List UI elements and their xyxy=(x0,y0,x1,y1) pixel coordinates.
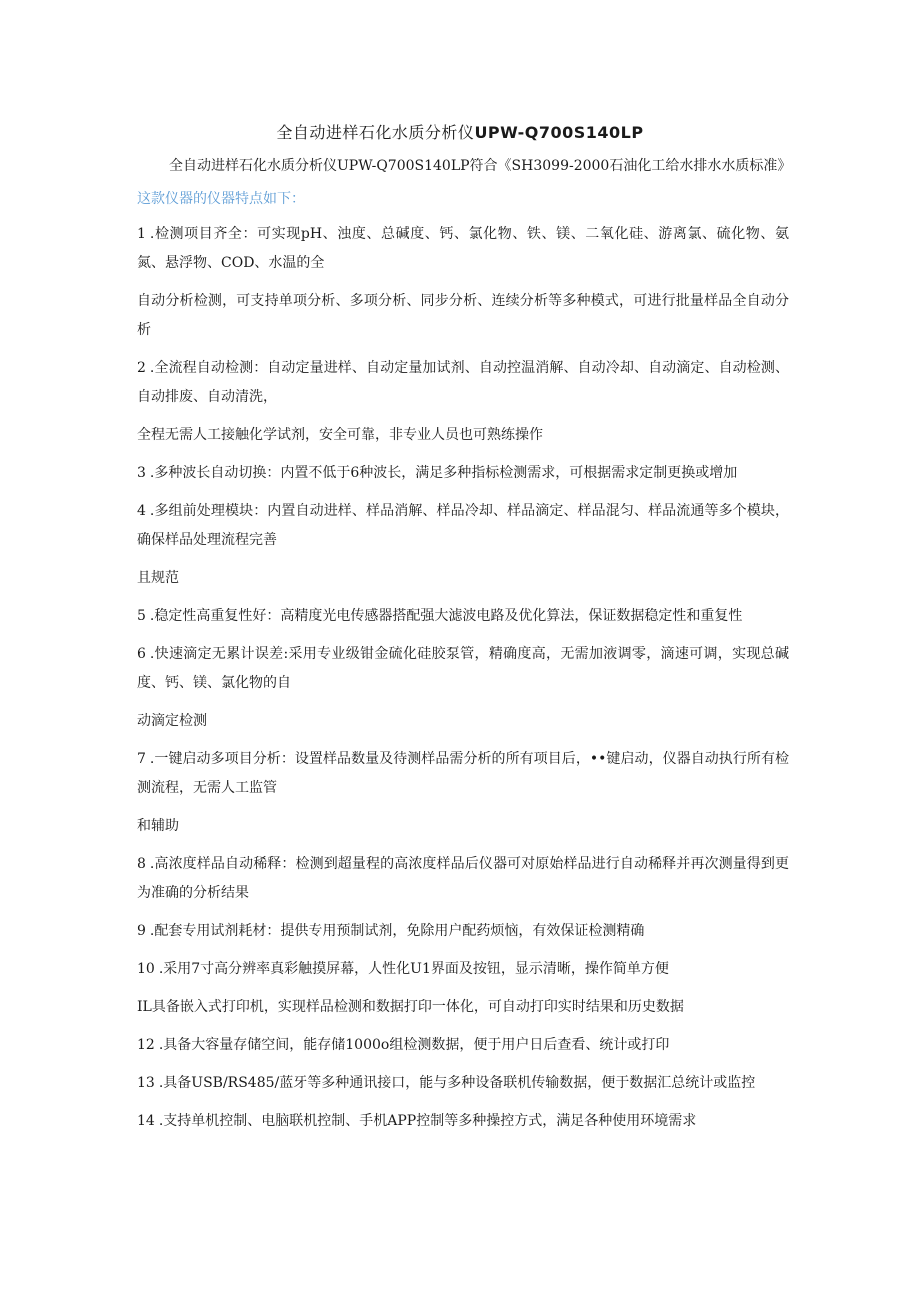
feature-text: IL具备嵌入式打印机，实现样品检测和数据打印一体化，可自动打印实时结果和历史数据 xyxy=(137,999,684,1015)
document-title xyxy=(0,120,920,143)
feature-text: 动滴定检测 xyxy=(137,713,207,729)
feature-text: .配套专用试剂耗材：提供专用预制试剂，免除用户配药烦恼，有效保证检测精确 xyxy=(149,923,645,939)
feature-text: 自动分析检测，可支持单项分析、多项分析、同步分析、连续分析等多种模式，可进行批量样品全自动分析 xyxy=(137,293,789,338)
feature-text: .采用7寸高分辨率真彩触摸屏幕，人性化U1界面及按钮，显示清晰，操作简单方便 xyxy=(158,961,669,977)
feature-item xyxy=(137,745,789,803)
feature-number: 14 xyxy=(137,1113,155,1129)
feature-text: .支持单机控制、电脑联机控制、手机APP控制等多种操控方式，满足各种使用环境需求 xyxy=(158,1113,697,1129)
feature-number: 7 xyxy=(137,751,146,767)
feature-continuation xyxy=(137,993,789,1022)
feature-text: 且规范 xyxy=(137,570,179,586)
feature-number: 9 xyxy=(137,923,146,939)
feature-text: .高浓度样品自动稀释：检测到超量程的高浓度样品后仪器可对原始样品进行自动稀释并再次测量得到更为准确的分析结果 xyxy=(137,856,789,901)
feature-text: .一键启动多项目分析：设置样品数量及待测样品需分析的所有项目后，••键启动，仪器自动执行所有检测流程，无需人工监管 xyxy=(137,751,789,796)
feature-item xyxy=(137,1107,789,1136)
feature-item xyxy=(137,459,789,488)
feature-text: .多种波长自动切换：内置不低于6种波长，满足多种指标检测需求，可根据需求定制更换或增加 xyxy=(149,465,738,481)
feature-item xyxy=(137,1069,789,1098)
feature-item xyxy=(137,497,789,555)
feature-continuation xyxy=(137,707,789,736)
feature-item xyxy=(137,602,789,631)
feature-continuation xyxy=(137,564,789,593)
feature-number: 3 xyxy=(137,465,146,481)
feature-number: 6 xyxy=(137,646,146,662)
title-main: 全自动进样石化水质分析仪 xyxy=(276,123,475,142)
feature-number: 13 xyxy=(137,1075,155,1091)
feature-number: 10 xyxy=(137,961,155,977)
feature-continuation xyxy=(137,287,789,345)
feature-number: 8 xyxy=(137,856,146,872)
feature-text: .具备USB/RS485/蓝牙等多种通讯接口，能与多种设备联机传输数据，便于数据汇总统计或监控 xyxy=(158,1075,756,1091)
feature-text: .快速滴定无累计误差:采用专业级钳金硫化硅胶泵管，精确度高，无需加液调零，滴速可调，实现总碱度、钙、镁、氯化物的自 xyxy=(137,646,789,691)
feature-text: 全程无需人工接触化学试剂，安全可靠，非专业人员也可熟练操作 xyxy=(137,427,543,443)
feature-item xyxy=(137,917,789,946)
feature-item xyxy=(137,850,789,908)
feature-continuation xyxy=(137,812,789,841)
feature-number: 5 xyxy=(137,608,146,624)
feature-number: 1 xyxy=(137,226,146,242)
intro-paragraph: 全自动进样石化水质分析仪UPW-Q700S140LP符合《SH3099-2000石油化工给水排水水质标准》 xyxy=(169,158,792,174)
feature-number: 4 xyxy=(137,503,146,519)
feature-item xyxy=(137,955,789,984)
feature-item xyxy=(137,354,789,412)
feature-continuation xyxy=(137,421,789,450)
feature-number: 2 xyxy=(137,360,146,376)
feature-text: .具备大容量存储空间，能存储1000o组检测数据，便于用户日后查看、统计或打印 xyxy=(158,1037,670,1053)
feature-text: .全流程自动检测：自动定量进样、自动定量加试剂、自动控温消解、自动冷却、自动滴定、自动检测、自动排废、自动清洗， xyxy=(137,360,789,405)
feature-text: .检测项目齐全：可实现pH、浊度、总碱度、钙、氯化物、铁、镁、二氧化硅、游离氯、硫化物、氨氮、悬浮物、COD、水温的全 xyxy=(137,226,789,271)
feature-text: .稳定性高重复性好：高精度光电传感器搭配强大滤波电路及优化算法，保证数据稳定性和重复性 xyxy=(149,608,743,624)
document-body xyxy=(137,152,792,1145)
feature-item xyxy=(137,640,789,698)
feature-text: 和辅助 xyxy=(137,818,179,834)
feature-item xyxy=(137,220,789,278)
feature-number: 12 xyxy=(137,1037,155,1053)
feature-list xyxy=(137,220,789,1136)
feature-item xyxy=(137,1031,789,1060)
features-subheading: 这款仪器的仪器特点如下： xyxy=(137,191,305,207)
feature-text: .多组前处理模块：内置自动进样、样品消解、样品冷却、样品滴定、样品混匀、样品流通等多个模块，确保样品处理流程完善 xyxy=(137,503,789,548)
title-model: UPW-Q700S140LP xyxy=(474,123,644,142)
